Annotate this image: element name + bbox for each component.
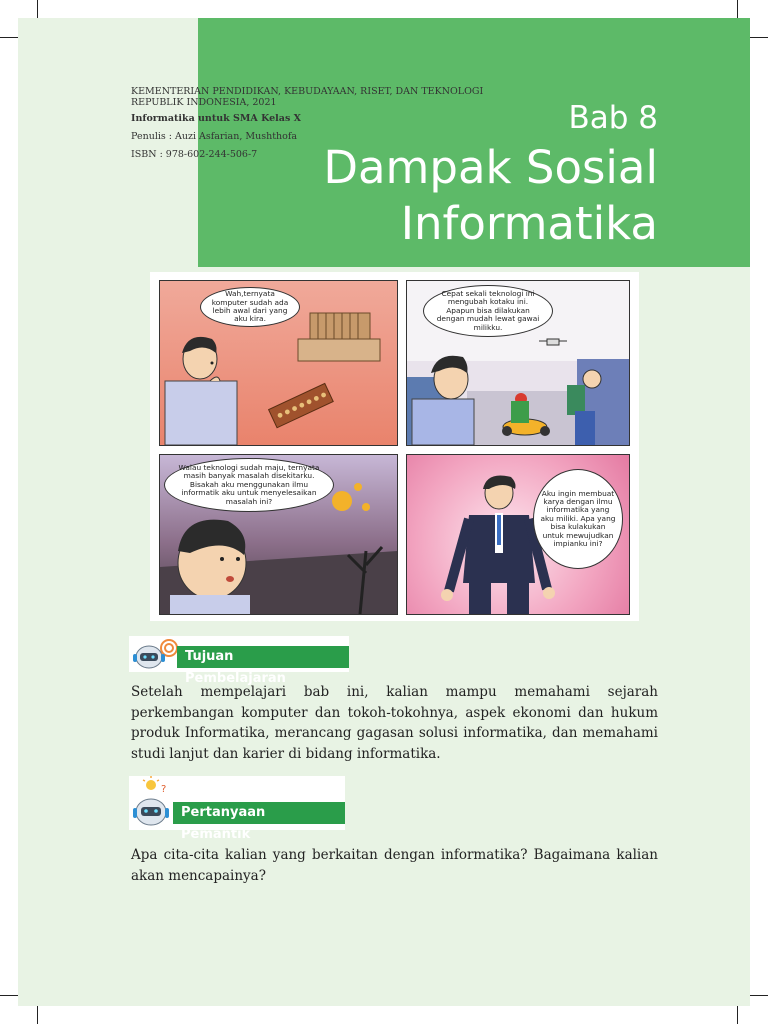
crop-mark	[37, 0, 38, 18]
robot-idea-icon	[129, 776, 179, 830]
learning-goals-text: Setelah mempelajari bab ini, kalian mampu memahami sejarah perkembangan komputer dan tokoh-tokohnya, aspek ekonomi dan hukum produk Informatika, merancang gagasan solusi informatika, dan memahami studi lanjut dan karier di bidang informatika.	[131, 684, 658, 762]
trigger-question-banner	[129, 776, 345, 842]
trigger-question-text: Apa cita-cita kalian yang berkaitan dengan informatika? Bagaimana kalian akan mencapainya?	[131, 847, 658, 884]
comic-panel-1	[159, 280, 398, 446]
isbn: ISBN : 978-602-244-506-7	[131, 149, 258, 160]
svg-text:?: ?	[161, 784, 167, 795]
crop-mark	[0, 37, 18, 38]
crop-mark	[750, 37, 768, 38]
crop-mark	[0, 995, 18, 996]
chapter-number: Bab 8	[568, 100, 658, 136]
publisher-line: KEMENTERIAN PENDIDIKAN, KEBUDAYAAN, RISET, DAN TEKNOLOGI	[131, 86, 484, 97]
comic-panel-3	[159, 454, 398, 615]
speech-bubble-2: Cepat sekali teknologi ini mengubah kotaku ini. Apapun bisa dilakukan dengan mudah lewat gawai milikku.	[423, 285, 553, 337]
comic-panel-2	[406, 280, 630, 446]
comic-panel-4	[406, 454, 630, 615]
speech-bubble-3: Walau teknologi sudah maju, ternyata masih banyak masalah disekitarku. Bisakah aku menggunakan ilmu informatik aku untuk menyelesaikan masalah ini?	[164, 458, 334, 512]
publisher-line-2: REPUBLIK INDONESIA, 2021	[131, 97, 277, 108]
speech-bubble-1: Wah,ternyata komputer sudah ada lebih awal dari yang aku kira.	[200, 287, 300, 327]
speech-bubble-4: Aku ingin membuat karya dengan ilmu informatika yang aku miliki. Apa yang bisa kulakukan untuk mewujudkan impianku ini?	[533, 469, 623, 569]
comic-strip	[150, 272, 639, 621]
chapter-title	[323, 140, 658, 252]
chapter-title-line-2: Informatika	[400, 197, 658, 250]
trigger-question-label: Pertanyaan Pemantik	[173, 802, 345, 824]
learning-goals-banner	[129, 636, 349, 686]
authors: Penulis : Auzi Asfarian, Mushthofa	[131, 131, 298, 142]
chapter-title-line-1: Dampak Sosial	[323, 141, 658, 194]
crop-mark	[750, 995, 768, 996]
crop-mark	[737, 0, 738, 18]
crop-mark	[737, 1006, 738, 1024]
robot-icon	[129, 636, 181, 672]
book-title: Informatika untuk SMA Kelas X	[131, 113, 301, 124]
crop-mark	[37, 1006, 38, 1024]
learning-goals-label: Tujuan Pembelajaran	[177, 646, 349, 668]
